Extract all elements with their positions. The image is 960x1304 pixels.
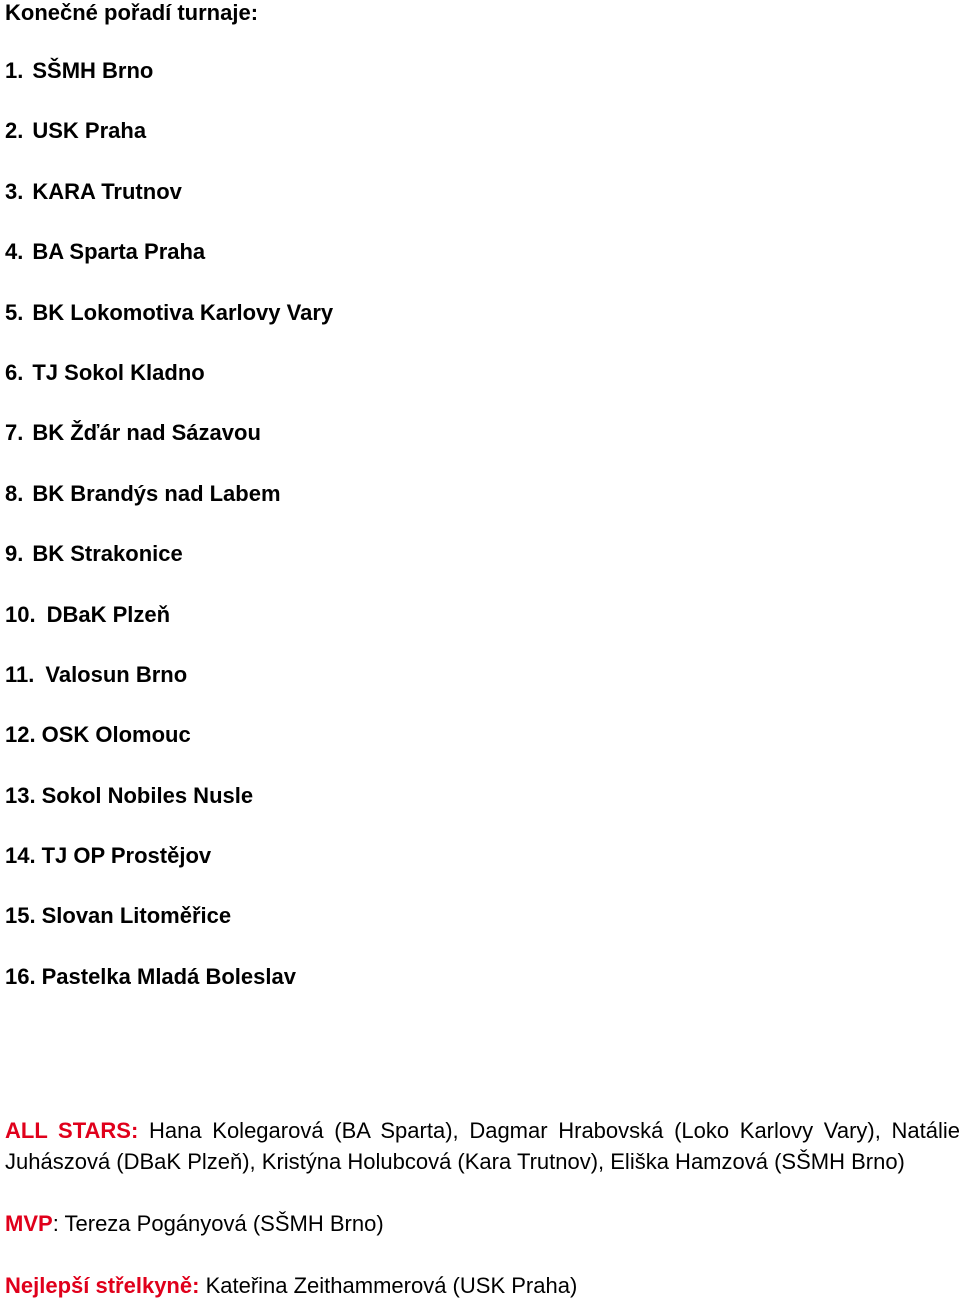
best-scorer-label: Nejlepší střelkyně: — [5, 1273, 200, 1298]
list-item — [5, 420, 333, 480]
list-item — [5, 239, 333, 299]
best-scorer-text: Kateřina Zeithammerová (USK Praha) — [205, 1273, 578, 1298]
rank-number: 2. — [5, 118, 24, 144]
team-name: SŠMH Brno — [32, 58, 154, 83]
list-item — [5, 179, 333, 239]
list-item — [5, 783, 333, 843]
mvp-paragraph — [5, 1208, 960, 1239]
rank-number: 5. — [5, 299, 24, 325]
list-item — [5, 964, 333, 1024]
mvp-label: MVP — [5, 1211, 53, 1236]
rank-number: 9. — [5, 541, 24, 567]
rank-number: 16. — [5, 963, 36, 989]
team-name: TJ Sokol Kladno — [32, 359, 205, 385]
rank-number: 1. — [5, 58, 24, 83]
team-name: BK Lokomotiva Karlovy Vary — [32, 299, 334, 325]
rank-number: 15. — [5, 903, 36, 929]
list-item — [5, 58, 333, 118]
page-heading: Konečné pořadí turnaje: — [5, 0, 259, 25]
rank-number: 13. — [5, 782, 36, 808]
rank-number: 12. — [5, 722, 36, 748]
list-item — [5, 662, 333, 722]
team-name: Valosun Brno — [45, 661, 188, 687]
team-name: BA Sparta Praha — [32, 239, 206, 265]
team-name: USK Praha — [32, 118, 147, 144]
team-name: BK Brandýs nad Labem — [32, 480, 281, 506]
rank-number: 14. — [5, 843, 36, 869]
team-name: BK Žďár nad Sázavou — [32, 420, 261, 446]
list-item — [5, 481, 333, 541]
list-item — [5, 118, 333, 178]
list-item — [5, 541, 333, 601]
team-name: Slovan Litoměřice — [41, 903, 232, 929]
final-ranking-list — [5, 58, 333, 1024]
team-name: KARA Trutnov — [32, 178, 182, 204]
list-item — [5, 843, 333, 903]
team-name: OSK Olomouc — [41, 722, 191, 748]
list-item — [5, 903, 333, 963]
team-name: Pastelka Mladá Boleslav — [41, 963, 296, 989]
list-item — [5, 360, 333, 420]
best-scorer-paragraph — [5, 1270, 960, 1301]
rank-number: 8. — [5, 480, 24, 506]
rank-number: 4. — [5, 239, 24, 265]
rank-number: 11. — [5, 661, 35, 687]
rank-number: 3. — [5, 178, 24, 204]
list-item — [5, 602, 333, 662]
rank-number: 10. — [5, 601, 36, 627]
list-item — [5, 300, 333, 360]
rank-number: 7. — [5, 420, 24, 446]
all-stars-text: Hana Kolegarová (BA Sparta), Dagmar Hrabovská (Loko Karlovy Vary), Natálie Juhászová (DBaK Plzeň), Kristýna Holubcová (Kara Trutnov), Eliška Hamzová (SŠMH Brno) — [5, 1118, 960, 1174]
team-name: BK Strakonice — [32, 541, 183, 567]
team-name: Sokol Nobiles Nusle — [41, 782, 254, 808]
team-name: DBaK Plzeň — [46, 601, 171, 627]
mvp-text: : Tereza Pogányová (SŠMH Brno) — [52, 1211, 384, 1236]
rank-number: 6. — [5, 359, 24, 385]
list-item — [5, 722, 333, 782]
team-name: TJ OP Prostějov — [41, 843, 212, 869]
all-stars-label: ALL STARS: — [5, 1118, 139, 1143]
all-stars-paragraph — [5, 1115, 960, 1177]
